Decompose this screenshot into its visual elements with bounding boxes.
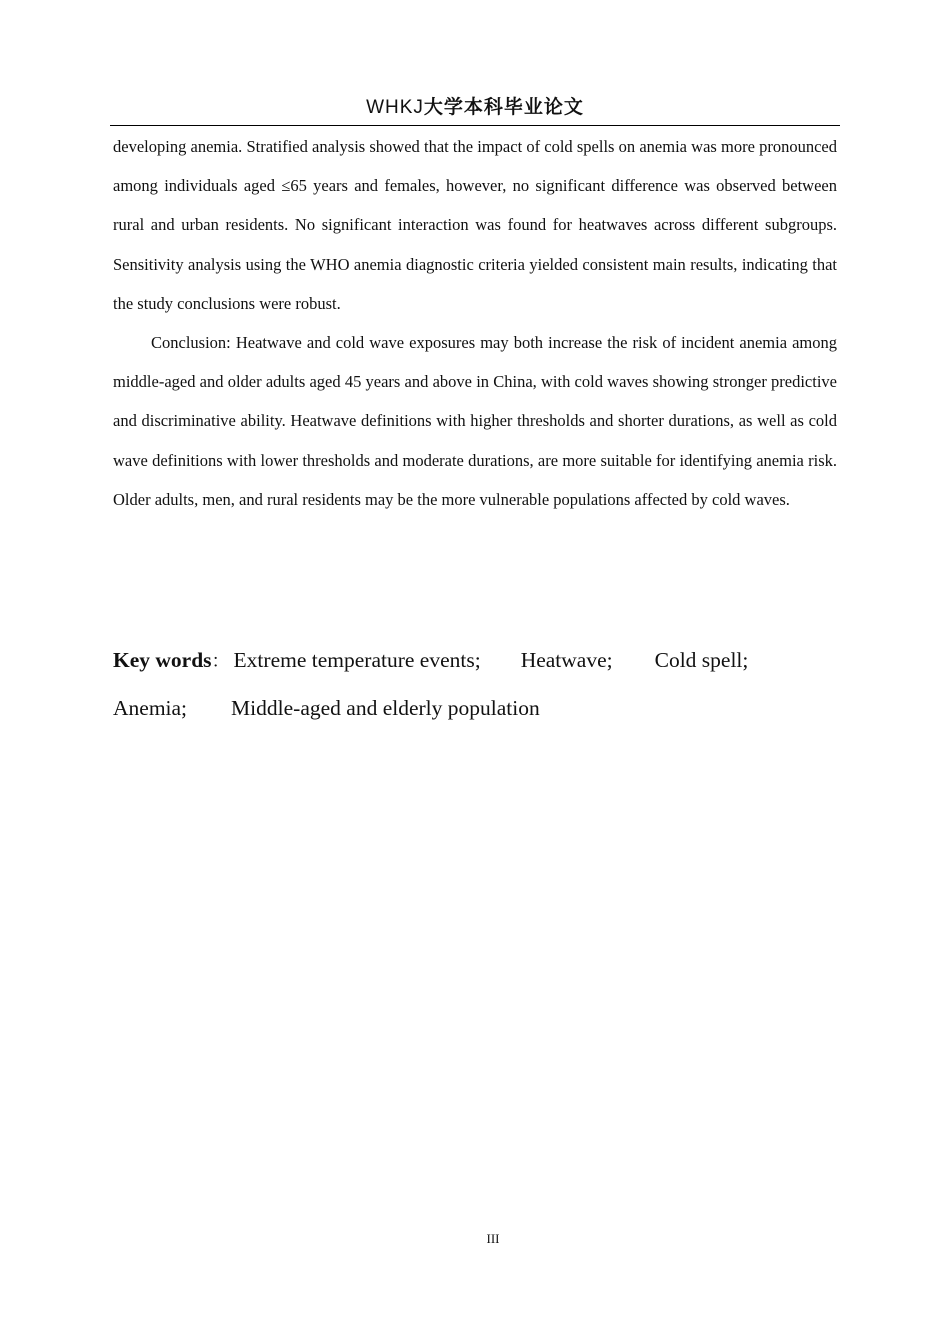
page-header bbox=[110, 94, 840, 126]
abstract-paragraph-conclusion: Conclusion: Heatwave and cold wave exposures may both increase the risk of incident anemia among middle-aged and older adults aged 45 years and above in China, with cold waves showing stronger predictive and discriminative ability. Heatwave definitions with higher thresholds and shorter durations, as well as cold wave definitions with lower thresholds and moderate durations, are more suitable for identifying anemia risk. Older adults, men, and rural residents may be the more vulnerable populations affected by cold waves. bbox=[113, 333, 837, 509]
header-title-cjk: 大学本科毕业论文 bbox=[423, 96, 584, 118]
page-number: III bbox=[486, 1231, 500, 1246]
keywords-block bbox=[113, 637, 837, 731]
keyword-item: Anemia; bbox=[113, 696, 188, 720]
abstract-body bbox=[113, 127, 837, 519]
keywords-label: Key words bbox=[113, 648, 212, 672]
thesis-header-title bbox=[366, 94, 584, 121]
abstract-paragraph-results: developing anemia. Stratified analysis showed that the impact of cold spells on anemia was more pronounced among individuals aged ≤65 years and females, however, no significant difference was observed between rural and urban residents. No significant interaction was found for heatwaves across different subgroups. Sensitivity analysis using the WHO anemia diagnostic criteria yielded consistent main results, indicating that the study conclusions were robust. bbox=[113, 137, 837, 313]
keywords-separator: ： bbox=[211, 651, 230, 672]
keyword-item: Middle-aged and elderly population bbox=[231, 696, 540, 720]
keyword-item: Extreme temperature events; bbox=[233, 648, 481, 672]
keyword-item: Cold spell; bbox=[654, 648, 749, 672]
keyword-item: Heatwave; bbox=[520, 648, 613, 672]
header-title-latin: WHKJ bbox=[366, 97, 424, 118]
